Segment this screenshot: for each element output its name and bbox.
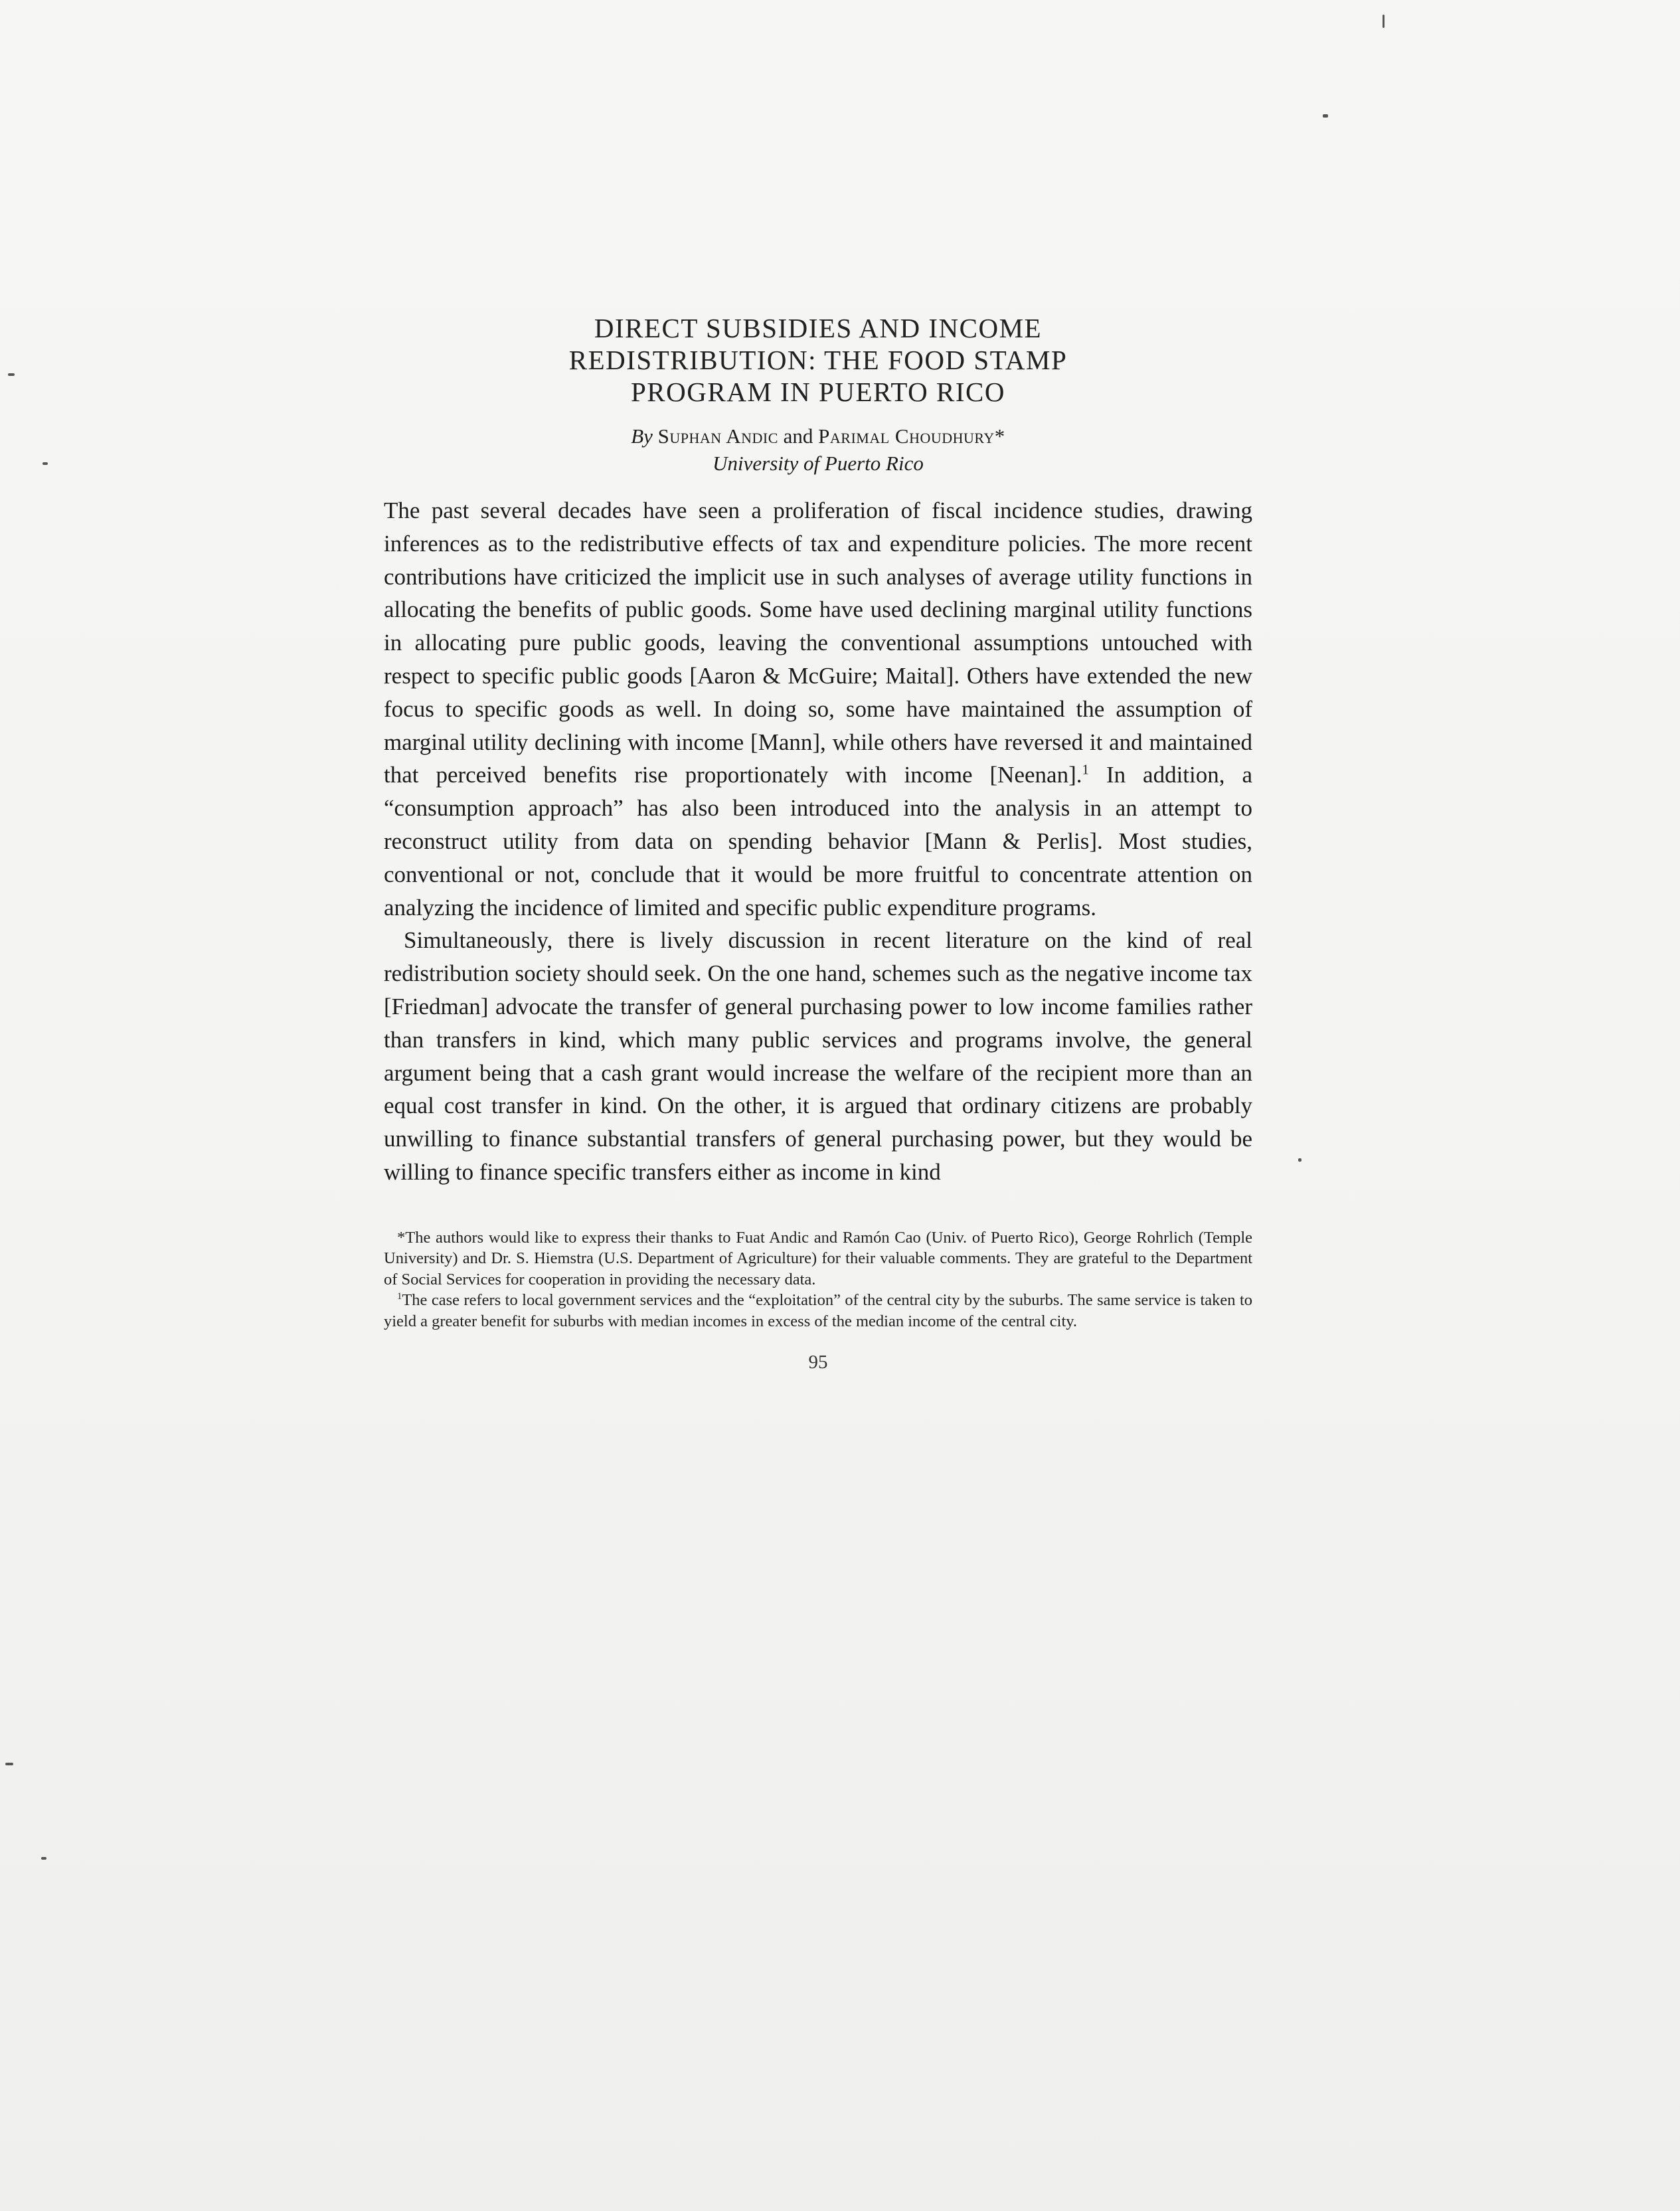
- body-paragraph-1: [384, 494, 1252, 924]
- byline-by: By: [631, 424, 653, 448]
- scan-speck: [1323, 114, 1328, 118]
- body-paragraph-2: Simultaneously, there is lively discussion in recent literature on the kind of real redistribution society should seek. On the one hand, schemes such as the negative income tax [Friedman] advocate the transfer of general purchasing power to low income families rather than transfers in kind, which many public services and programs involve, the general argument being that a cash grant would increase the welfare of the recipient more than an equal cost transfer in kind. On the other, it is argued that ordinary citizens are probably unwilling to finance substantial transfers of general purchasing power, but they would be willing to finance specific transfers either as income in kind: [384, 927, 1252, 1185]
- article-column: [384, 312, 1252, 1373]
- footnote-1: *The authors would like to express their thanks to Fuat Andic and Ramón Cao (Univ. of Puerto Rico), George Rohrlich (Temple University) and Dr. S. Hiemstra (U.S. Department of Agriculture) for their valuable comments. They are grateful to the Department of Social Services for cooperation in providing the necessary data.: [384, 1228, 1252, 1288]
- scan-speck: [8, 373, 15, 376]
- scan-speck: [42, 462, 48, 465]
- author-1: Suphan Andic: [657, 424, 778, 448]
- paragraph-text: In addition, a “consumption approach” has also been introduced into the analysis in an attempt to reconstruct utility from data on spending behavior [Mann & Perlis]. Most studies, conventional or not, conclude that it would be more fruitful to concentrate attention on analyzing the incidence of limited and specific public expenditure programs.: [384, 762, 1252, 921]
- scan-speck: [41, 1857, 46, 1860]
- footnote-text: The case refers to local government services and the “exploitation” of the central city by the suburbs. The same service is taken to yield a greater benefit for suburbs with median incomes in excess of the median income of the central city.: [384, 1291, 1252, 1330]
- article-body: [384, 494, 1252, 1189]
- page-number: 95: [808, 1352, 828, 1373]
- footnote-ref: 1: [1082, 761, 1089, 778]
- title-line: REDISTRIBUTION: THE FOOD STAMP: [568, 345, 1068, 375]
- author-2: Parimal Choudhury*: [818, 424, 1005, 448]
- paragraph-text: The past several decades have seen a proliferation of fiscal incidence studies, drawing inferences as to the redistributive effects of tax and expenditure policies. The more recent contributions have criticized the implicit use in such analyses of average utility functions in allocating the benefits of public goods. Some have used declining marginal utility functions in allocating pure public goods, leaving the conventional assumptions untouched with respect to specific public goods [Aaron & McGuire; Maital]. Others have extended the new focus to specific goods as well. In doing so, some have maintained the assumption of marginal utility declining with income [Mann], while others have reversed it and maintained that perceived benefits rise proportionately with income [Neenan].: [384, 497, 1252, 788]
- scan-speck: [1383, 15, 1385, 28]
- title-line: DIRECT SUBSIDIES AND INCOME: [594, 313, 1043, 343]
- footnote-marker: 1: [397, 1291, 402, 1302]
- article-title: [384, 312, 1252, 408]
- title-line: PROGRAM IN PUERTO RICO: [631, 377, 1005, 407]
- byline: [384, 422, 1252, 450]
- affiliation: University of Puerto Rico: [713, 452, 924, 475]
- footnote-2: [384, 1290, 1252, 1332]
- byline-and: and: [783, 424, 813, 448]
- footnotes: [384, 1227, 1252, 1332]
- scan-speck: [5, 1763, 13, 1765]
- scan-speck: [1298, 1158, 1302, 1162]
